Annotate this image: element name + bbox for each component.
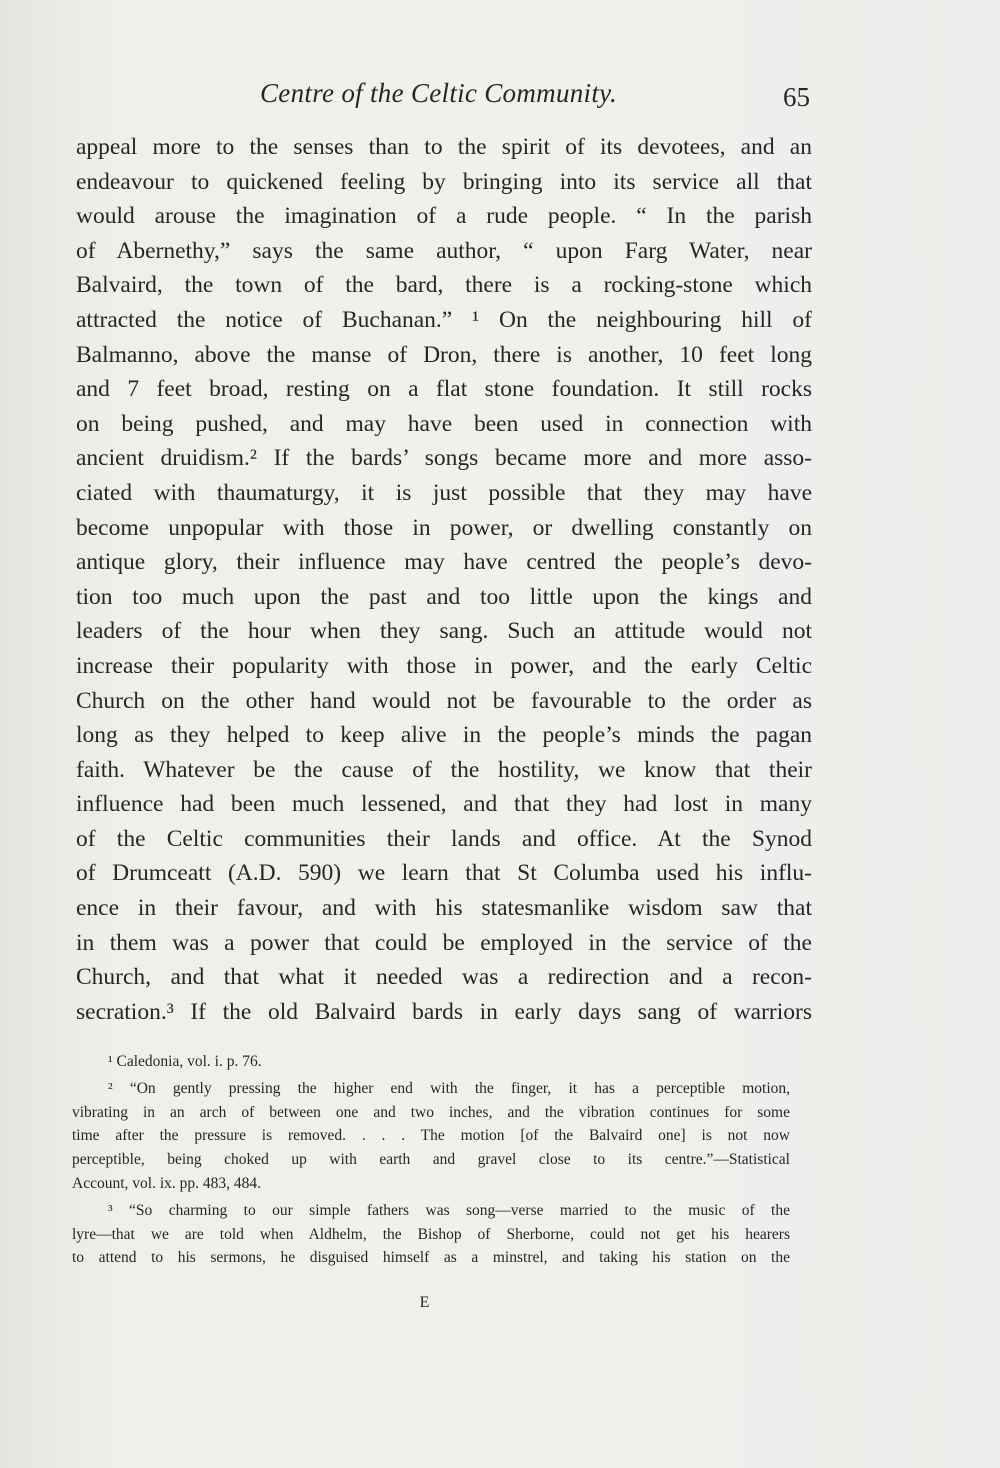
body-text <box>76 130 812 1029</box>
footnote-2-line: Account, vol. ix. pp. 483, 484. <box>72 1174 261 1192</box>
body-line: Balvaird, the town of the bard, there is a rocking-stone which <box>76 272 812 299</box>
signature-mark: E <box>419 1294 431 1311</box>
running-head <box>70 78 810 118</box>
body-line: attracted the notice of Buchanan.” ¹ On the neighbouring hill of <box>76 306 812 333</box>
body-line: Church, and that what it needed was a redirection and a recon- <box>76 964 812 991</box>
footnote-2-line: ² “On gently pressing the higher end with the finger, it has a perceptible motion, <box>108 1079 790 1097</box>
footnote-1-line: ¹ Caledonia, vol. i. p. 76. <box>108 1053 262 1070</box>
body-line: secration.³ If the old Balvaird bards in early days sang of warriors <box>76 998 812 1025</box>
body-line: appeal more to the senses than to the spirit of its devotees, and an <box>76 134 812 160</box>
footnote-3-line: to attend to his sermons, he disguised himself as a minstrel, and taking his station on the <box>72 1249 790 1267</box>
body-line: faith. Whatever be the cause of the hostility, we know that their <box>76 756 812 783</box>
body-line: of the Celtic communities their lands and office. At the Synod <box>76 825 812 852</box>
body-line: antique glory, their influence may have centred the people’s devo- <box>76 549 812 576</box>
body-line: of Drumceatt (A.D. 590) we learn that St Columba used his influ- <box>76 860 812 887</box>
footnote-2-line: perceptible, being choked up with earth and gravel close to its centre.”—Statistical <box>72 1151 790 1169</box>
body-line: and 7 feet broad, resting on a flat stone foundation. It still rocks <box>76 376 812 403</box>
footnotes <box>72 1050 790 1270</box>
body-line: Church on the other hand would not be favourable to the order as <box>76 687 812 714</box>
body-line: long as they helped to keep alive in the people’s minds the pagan <box>76 722 812 749</box>
body-line: become unpopular with those in power, or dwelling constantly on <box>76 514 812 541</box>
footnote-2-line: time after the pressure is removed. . . . The motion [of the Balvaird one] is not now <box>72 1127 790 1145</box>
body-line: increase their popularity with those in power, and the early Celtic <box>76 652 812 679</box>
footnote-3-line: lyre—that we are told when Aldhelm, the Bishop of Sherborne, could not get his hearers <box>72 1225 790 1243</box>
body-line: of Abernethy,” says the same author, “ upon Farg Water, near <box>76 237 812 264</box>
running-title: Centre of the Celtic Community. <box>260 78 618 108</box>
body-line: Balmanno, above the manse of Dron, there is another, 10 feet long <box>76 341 812 368</box>
page-number: 65 <box>783 82 810 112</box>
footnote-3-line: ³ “So charming to our simple fathers was song—verse married to the music of the <box>108 1201 790 1219</box>
body-line: would arouse the imagination of a rude people. “ In the parish <box>76 203 812 230</box>
body-line: ence in their favour, and with his statesmanlike wisdom saw that <box>76 895 812 922</box>
body-line: leaders of the hour when they sang. Such an attitude would not <box>76 618 812 645</box>
body-line: in them was a power that could be employed in the service of the <box>76 929 812 956</box>
body-line: influence had been much lessened, and that they had lost in many <box>76 791 812 818</box>
body-line: endeavour to quickened feeling by bringing into its service all that <box>76 168 812 195</box>
body-line: ancient druidism.² If the bards’ songs became more and more asso- <box>76 445 812 472</box>
body-line: on being pushed, and may have been used in connection with <box>76 410 812 437</box>
body-line: ciated with thaumaturgy, it is just possible that they may have <box>76 479 812 506</box>
footnote-2-line: vibrating in an arch of between one and two inches, and the vibration continues for some <box>72 1103 790 1121</box>
body-line: tion too much upon the past and too little upon the kings and <box>76 583 812 610</box>
